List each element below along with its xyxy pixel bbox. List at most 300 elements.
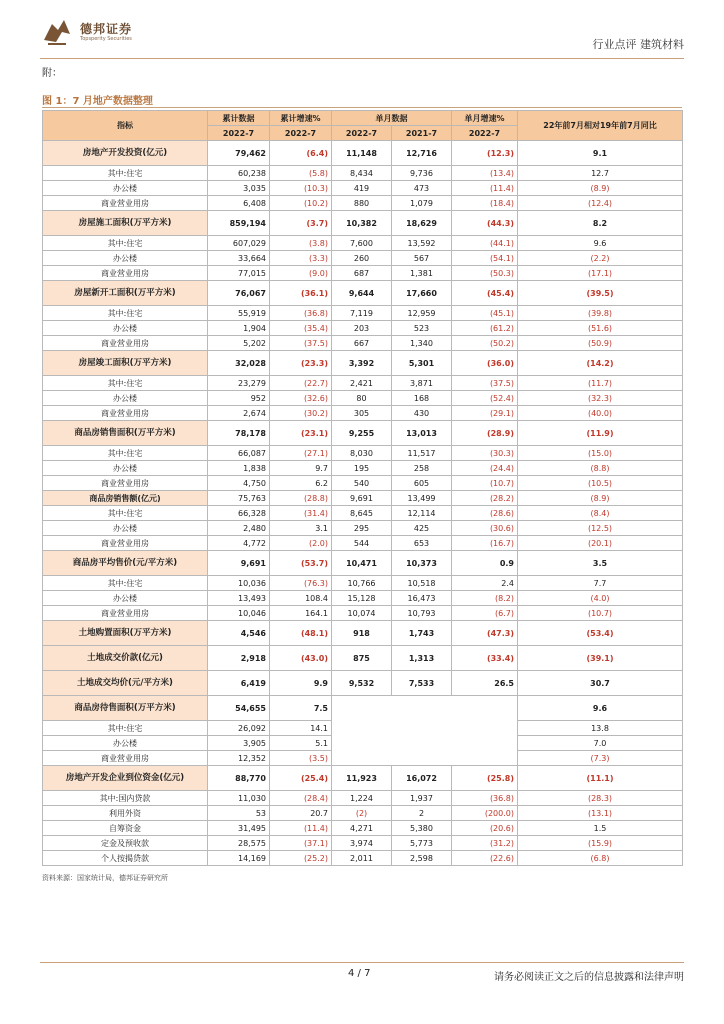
cell-cumulative-growth: (30.2) [270,406,332,421]
cell-monthly-growth: (36.8) [452,791,518,806]
logo-subtitle: Topsperity Securities [80,36,132,42]
table-row [43,266,683,281]
cell-cumulative-value: 75,763 [208,491,270,506]
cell-cumulative-value: 4,772 [208,536,270,551]
cell-vs-2019-growth: (39.5) [518,281,683,306]
figure-title: 图 1：7 月地产数据整理 [42,96,153,107]
cell-cumulative-growth: 20.7 [270,806,332,821]
cell-monthly-growth: (29.1) [452,406,518,421]
cell-vs-2019-growth: (6.8) [518,851,683,866]
cell-cumulative-growth: (25.4) [270,766,332,791]
cell-vs-2019-growth: 3.5 [518,551,683,576]
cell-monthly-growth: (28.2) [452,491,518,506]
cell-monthly-2021: 1,313 [392,646,452,671]
cell-cumulative-value: 76,067 [208,281,270,306]
table-row [43,321,683,336]
cell-cumulative-growth: (36.8) [270,306,332,321]
cell-monthly-2022: 9,255 [332,421,392,446]
cell-monthly-2022: 7,119 [332,306,392,321]
cell-cumulative-value: 2,480 [208,521,270,536]
cell-monthly-growth: (200.0) [452,806,518,821]
table-row [43,621,683,646]
cell-cumulative-growth: 9.7 [270,461,332,476]
row-subitem-label: 办公楼 [43,251,208,266]
cell-monthly-growth: (10.7) [452,476,518,491]
cell-cumulative-value: 6,419 [208,671,270,696]
cell-monthly-growth: (12.3) [452,141,518,166]
cell-vs-2019-growth: (8.9) [518,491,683,506]
header-cumulative-growth: 累计增速% [270,111,332,126]
cell-vs-2019-growth: 8.2 [518,211,683,236]
cell-monthly-growth: (20.6) [452,821,518,836]
cell-monthly-2022: 2,011 [332,851,392,866]
row-subitem-label: 其中:住宅 [43,721,208,736]
row-category-label: 房屋新开工面积(万平方米) [43,281,208,306]
cell-monthly-growth: (31.2) [452,836,518,851]
row-subitem-label: 其中:住宅 [43,376,208,391]
row-category-label: 房地产开发投资(亿元) [43,141,208,166]
table-row [43,391,683,406]
header-indicator: 指标 [43,111,208,141]
cell-monthly-2021: 1,340 [392,336,452,351]
row-category-label: 房屋竣工面积(万平方米) [43,351,208,376]
cell-vs-2019-growth: (40.0) [518,406,683,421]
row-subitem-label: 其中:住宅 [43,446,208,461]
cell-monthly-2022: 10,382 [332,211,392,236]
cell-vs-2019-growth: (12.4) [518,196,683,211]
cell-vs-2019-growth: (8.9) [518,181,683,196]
table-row [43,336,683,351]
row-subitem-label: 商业营业用房 [43,606,208,621]
cell-vs-2019-growth: (39.8) [518,306,683,321]
cell-monthly-2022: 1,224 [332,791,392,806]
cell-vs-2019-growth: 13.8 [518,721,683,736]
cell-monthly-2022: 544 [332,536,392,551]
cell-monthly-2021: 13,592 [392,236,452,251]
cell-cumulative-growth: 164.1 [270,606,332,621]
cell-monthly-growth: (24.4) [452,461,518,476]
cell-monthly-growth: (28.6) [452,506,518,521]
cell-cumulative-growth: 6.2 [270,476,332,491]
cell-cumulative-value: 607,029 [208,236,270,251]
cell-monthly-2021: 5,301 [392,351,452,376]
legal-disclaimer: 请务必阅读正文之后的信息披露和法律声明 [494,972,684,983]
cell-monthly-2021: 12,716 [392,141,452,166]
cell-monthly-2021: 425 [392,521,452,536]
cell-monthly-2021: 1,079 [392,196,452,211]
cell-monthly-2021: 2,598 [392,851,452,866]
row-subitem-label: 个人按揭贷款 [43,851,208,866]
cell-cumulative-growth: (32.6) [270,391,332,406]
cell-monthly-growth: (61.2) [452,321,518,336]
cell-monthly-2022: 195 [332,461,392,476]
cell-vs-2019-growth: (8.8) [518,461,683,476]
table-row [43,281,683,306]
table-row [43,461,683,476]
cell-monthly-2022: 8,645 [332,506,392,521]
cell-cumulative-value: 3,905 [208,736,270,751]
cell-vs-2019-growth: (50.9) [518,336,683,351]
cell-monthly-2021: 523 [392,321,452,336]
cell-cumulative-growth: (10.2) [270,196,332,211]
logo-mark-icon [40,14,74,48]
row-subitem-label: 其中:住宅 [43,236,208,251]
cell-cumulative-growth: (37.5) [270,336,332,351]
cell-monthly-2021: 7,533 [392,671,452,696]
cell-monthly-growth: (47.3) [452,621,518,646]
table-row [43,141,683,166]
header-monthly: 单月数据 [332,111,452,126]
cell-cumulative-value: 23,279 [208,376,270,391]
row-category-label: 房地产开发企业到位资金(亿元) [43,766,208,791]
row-subitem-label: 办公楼 [43,736,208,751]
cell-cumulative-value: 31,495 [208,821,270,836]
cell-vs-2019-growth: (8.4) [518,506,683,521]
table-row [43,306,683,321]
cell-monthly-growth: (30.3) [452,446,518,461]
cell-cumulative-value: 60,238 [208,166,270,181]
row-subitem-label: 商业营业用房 [43,406,208,421]
cell-monthly-2022: 9,532 [332,671,392,696]
table-row [43,606,683,621]
cell-monthly-2022: 10,766 [332,576,392,591]
row-subitem-label: 办公楼 [43,391,208,406]
table-row [43,836,683,851]
cell-monthly-2022: 540 [332,476,392,491]
cell-monthly-2022: 10,074 [332,606,392,621]
cell-cumulative-value: 1,838 [208,461,270,476]
cell-monthly-2022: 203 [332,321,392,336]
table-row [43,196,683,211]
table-row [43,251,683,266]
header-divider [40,58,684,59]
cell-monthly-2021: 168 [392,391,452,406]
footer-divider [40,962,684,963]
cell-monthly-2021: 2 [392,806,452,821]
cell-cumulative-value: 10,036 [208,576,270,591]
cell-cumulative-value: 2,918 [208,646,270,671]
cell-cumulative-growth: (3.3) [270,251,332,266]
table-row [43,576,683,591]
data-source-note: 资料来源：国家统计局，德邦证券研究所 [42,874,168,882]
table-row [43,351,683,376]
table-row [43,536,683,551]
cell-monthly-2021: 10,373 [392,551,452,576]
cell-monthly-2022: 9,644 [332,281,392,306]
cell-vs-2019-growth: (2.2) [518,251,683,266]
cell-cumulative-growth: (28.4) [270,791,332,806]
table-row [43,181,683,196]
cell-vs-2019-growth: (4.0) [518,591,683,606]
cell-cumulative-growth: 9.9 [270,671,332,696]
cell-cumulative-growth: (22.7) [270,376,332,391]
cell-cumulative-growth: (27.1) [270,446,332,461]
cell-cumulative-value: 2,674 [208,406,270,421]
cell-cumulative-value: 4,750 [208,476,270,491]
cell-cumulative-value: 12,352 [208,751,270,766]
cell-monthly-2022: 8,030 [332,446,392,461]
cell-vs-2019-growth: (14.2) [518,351,683,376]
cell-monthly-growth: 2.4 [452,576,518,591]
cell-monthly-2022: 667 [332,336,392,351]
cell-monthly-growth: (44.1) [452,236,518,251]
cell-monthly-2022: 260 [332,251,392,266]
cell-cumulative-growth: 108.4 [270,591,332,606]
cell-cumulative-growth: (23.1) [270,421,332,446]
cell-monthly-growth: (50.3) [452,266,518,281]
cell-vs-2019-growth: (11.1) [518,766,683,791]
cell-vs-2019-growth: 9.6 [518,696,683,721]
cell-monthly-growth: (33.4) [452,646,518,671]
cell-cumulative-value: 54,655 [208,696,270,721]
cell-monthly-2021: 12,114 [392,506,452,521]
cell-vs-2019-growth: 7.7 [518,576,683,591]
header-monthly-growth: 单月增速% [452,111,518,126]
row-category-label: 土地成交价款(亿元) [43,646,208,671]
cell-monthly-2021: 9,736 [392,166,452,181]
cell-monthly-2021: 605 [392,476,452,491]
subheader-period: 2022-7 [452,126,518,141]
cell-monthly-2022: 2,421 [332,376,392,391]
cell-vs-2019-growth: (32.3) [518,391,683,406]
cell-monthly-2022: 295 [332,521,392,536]
empty-monthly-cells [332,696,518,766]
cell-monthly-2021: 16,072 [392,766,452,791]
cell-monthly-2022: 15,128 [332,591,392,606]
cell-cumulative-value: 5,202 [208,336,270,351]
cell-cumulative-value: 66,328 [208,506,270,521]
row-subitem-label: 商业营业用房 [43,536,208,551]
cell-monthly-growth: 26.5 [452,671,518,696]
subheader-period: 2022-7 [208,126,270,141]
row-subitem-label: 商业营业用房 [43,751,208,766]
cell-monthly-growth: (44.3) [452,211,518,236]
row-subitem-label: 办公楼 [43,521,208,536]
cell-monthly-2021: 3,871 [392,376,452,391]
cell-monthly-growth: (16.7) [452,536,518,551]
cell-vs-2019-growth: (10.5) [518,476,683,491]
cell-cumulative-growth: (53.7) [270,551,332,576]
cell-monthly-2022: 8,434 [332,166,392,181]
cell-monthly-growth: (18.4) [452,196,518,211]
cell-cumulative-value: 28,575 [208,836,270,851]
cell-vs-2019-growth: (28.3) [518,791,683,806]
cell-monthly-growth: (37.5) [452,376,518,391]
cell-monthly-2022: 687 [332,266,392,281]
cell-vs-2019-growth: (15.9) [518,836,683,851]
row-subitem-label: 商业营业用房 [43,266,208,281]
cell-cumulative-growth: (11.4) [270,821,332,836]
row-category-label: 商品房平均售价(元/平方米) [43,551,208,576]
cell-monthly-growth: (50.2) [452,336,518,351]
figure-title-divider [42,107,682,108]
table-row [43,236,683,251]
row-subitem-label: 办公楼 [43,321,208,336]
cell-monthly-2021: 12,959 [392,306,452,321]
table-row [43,211,683,236]
cell-cumulative-value: 3,035 [208,181,270,196]
table-row [43,446,683,461]
cell-cumulative-value: 78,178 [208,421,270,446]
row-subitem-label: 办公楼 [43,181,208,196]
cell-monthly-2022: 3,392 [332,351,392,376]
cell-cumulative-value: 13,493 [208,591,270,606]
cell-cumulative-value: 952 [208,391,270,406]
cell-monthly-2022: (2) [332,806,392,821]
table-row [43,491,683,506]
cell-monthly-growth: (52.4) [452,391,518,406]
cell-monthly-2021: 1,743 [392,621,452,646]
cell-vs-2019-growth: (39.1) [518,646,683,671]
cell-vs-2019-growth: 9.6 [518,236,683,251]
cell-cumulative-growth: (9.0) [270,266,332,281]
cell-cumulative-growth: (43.0) [270,646,332,671]
table-row [43,791,683,806]
cell-cumulative-growth: (25.2) [270,851,332,866]
cell-cumulative-growth: (3.8) [270,236,332,251]
cell-monthly-growth: (11.4) [452,181,518,196]
cell-cumulative-value: 33,664 [208,251,270,266]
row-subitem-label: 其中:住宅 [43,506,208,521]
table-row [43,696,683,721]
cell-monthly-2021: 1,381 [392,266,452,281]
cell-vs-2019-growth: 30.7 [518,671,683,696]
cell-vs-2019-growth: (53.4) [518,621,683,646]
table-row [43,591,683,606]
cell-monthly-growth: (25.8) [452,766,518,791]
cell-monthly-2022: 9,691 [332,491,392,506]
row-subitem-label: 商业营业用房 [43,476,208,491]
table-row [43,476,683,491]
cell-monthly-2021: 653 [392,536,452,551]
cell-monthly-2021: 10,793 [392,606,452,621]
cell-cumulative-value: 6,408 [208,196,270,211]
cell-cumulative-value: 77,015 [208,266,270,281]
cell-vs-2019-growth: (12.5) [518,521,683,536]
row-category-label: 商品房销售面积(万平方米) [43,421,208,446]
row-category-label: 土地购置面积(万平方米) [43,621,208,646]
header-vs-2019: 22年前7月相对19年前7月同比 [518,111,683,141]
cell-vs-2019-growth: (7.3) [518,751,683,766]
cell-monthly-2021: 473 [392,181,452,196]
table-row [43,406,683,421]
cell-vs-2019-growth: (10.7) [518,606,683,621]
cell-monthly-growth: (36.0) [452,351,518,376]
cell-monthly-2021: 11,517 [392,446,452,461]
cell-cumulative-value: 1,904 [208,321,270,336]
cell-monthly-2022: 7,600 [332,236,392,251]
page-number: 4 / 7 [348,968,371,979]
cell-cumulative-value: 55,919 [208,306,270,321]
cell-cumulative-growth: (3.5) [270,751,332,766]
cell-monthly-2022: 4,271 [332,821,392,836]
cell-cumulative-value: 11,030 [208,791,270,806]
cell-monthly-2021: 1,937 [392,791,452,806]
table-row [43,766,683,791]
cell-cumulative-value: 9,691 [208,551,270,576]
cell-cumulative-value: 32,028 [208,351,270,376]
cell-monthly-growth: (45.4) [452,281,518,306]
row-subitem-label: 商业营业用房 [43,336,208,351]
cell-cumulative-value: 859,194 [208,211,270,236]
company-logo [40,14,180,48]
cell-monthly-2022: 11,148 [332,141,392,166]
cell-cumulative-growth: 14.1 [270,721,332,736]
cell-monthly-2022: 10,471 [332,551,392,576]
row-category-label: 商品房待售面积(万平方米) [43,696,208,721]
cell-vs-2019-growth: (13.1) [518,806,683,821]
cell-vs-2019-growth: (17.1) [518,266,683,281]
cell-monthly-2022: 305 [332,406,392,421]
row-subitem-label: 定金及预收款 [43,836,208,851]
cell-monthly-growth: 0.9 [452,551,518,576]
cell-monthly-2022: 11,923 [332,766,392,791]
cell-cumulative-value: 14,169 [208,851,270,866]
cell-cumulative-value: 66,087 [208,446,270,461]
table-header-row [43,111,683,126]
cell-vs-2019-growth: 7.0 [518,736,683,751]
subheader-period: 2022-7 [270,126,332,141]
cell-monthly-2021: 5,380 [392,821,452,836]
cell-cumulative-growth: (35.4) [270,321,332,336]
cell-monthly-growth: (22.6) [452,851,518,866]
table-row [43,821,683,836]
cell-cumulative-growth: 3.1 [270,521,332,536]
report-section: 行业点评 建筑材料 [592,38,684,51]
row-subitem-label: 其中:住宅 [43,576,208,591]
cell-monthly-2021: 567 [392,251,452,266]
row-subitem-label: 商业营业用房 [43,196,208,211]
cell-cumulative-growth: (2.0) [270,536,332,551]
cell-cumulative-growth: (31.4) [270,506,332,521]
cell-monthly-2021: 16,473 [392,591,452,606]
row-subitem-label: 其中:国内贷款 [43,791,208,806]
cell-cumulative-value: 10,046 [208,606,270,621]
cell-monthly-2022: 880 [332,196,392,211]
cell-cumulative-growth: (5.8) [270,166,332,181]
table-row [43,166,683,181]
table-row [43,521,683,536]
cell-monthly-2022: 80 [332,391,392,406]
cell-monthly-growth: (54.1) [452,251,518,266]
row-category-label: 商品房销售额(亿元) [43,491,208,506]
cell-monthly-2021: 13,499 [392,491,452,506]
cell-cumulative-growth: (10.3) [270,181,332,196]
subheader-period: 2021-7 [392,126,452,141]
logo-name: 德邦证券 [80,22,133,36]
cell-vs-2019-growth: 12.7 [518,166,683,181]
cell-cumulative-growth: (48.1) [270,621,332,646]
cell-vs-2019-growth: (20.1) [518,536,683,551]
table-row [43,671,683,696]
table-row [43,851,683,866]
cell-monthly-2021: 430 [392,406,452,421]
row-subitem-label: 利用外资 [43,806,208,821]
table-row [43,506,683,521]
row-subitem-label: 其中:住宅 [43,166,208,181]
cell-monthly-growth: (28.9) [452,421,518,446]
cell-monthly-2022: 918 [332,621,392,646]
row-subitem-label: 其中:住宅 [43,306,208,321]
row-category-label: 土地成交均价(元/平方米) [43,671,208,696]
cell-cumulative-value: 53 [208,806,270,821]
cell-vs-2019-growth: (11.9) [518,421,683,446]
cell-monthly-2022: 419 [332,181,392,196]
cell-monthly-2021: 10,518 [392,576,452,591]
row-subitem-label: 自筹资金 [43,821,208,836]
cell-vs-2019-growth: (15.0) [518,446,683,461]
cell-cumulative-value: 88,770 [208,766,270,791]
